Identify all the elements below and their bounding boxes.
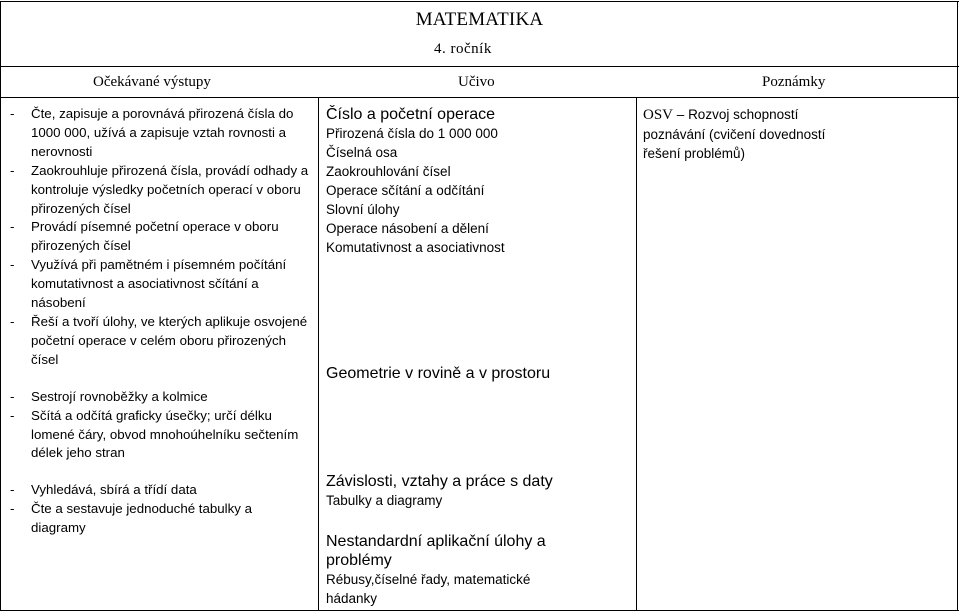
table-border-top <box>0 1 959 2</box>
notes-dash: – <box>676 107 685 122</box>
outputs-group-numbers <box>10 105 310 370</box>
header-curriculum: Učivo <box>458 74 495 90</box>
grade-label: 4. ročník <box>434 41 492 57</box>
table-border-mid <box>0 66 959 67</box>
list-item: - Vyhledává, sbírá a třídí data <box>10 482 197 498</box>
table-border-right <box>957 1 958 611</box>
curriculum-section-geometry <box>326 364 626 383</box>
list-item: Slovní úlohy <box>326 202 400 217</box>
list-item: Tabulky a diagramy <box>326 493 443 508</box>
list-item: - Zaokrouhluje přirozená čísla, provádí odhady a kontroluje výsledky početních operací v oboru přirozených čísel <box>10 162 309 216</box>
list-item: - Sčítá a odčítá graficky úsečky; určí délku lomené čáry, obvod mnohoúhelníku sečtením délek jeho stran <box>10 407 299 461</box>
list-item: Komutativnost a asociativnost <box>326 240 505 255</box>
outputs-group-data <box>10 481 310 538</box>
list-item: Číselná osa <box>326 145 398 160</box>
notes-text: Rozvoj schopností poznávání (cvičení dovedností řešení problémů) <box>643 107 826 161</box>
list-item: - Využívá při pamětném i písemném počítání komutativnost a asociativnost sčítání a násobení <box>10 257 287 311</box>
section-title: Číslo a početní operace <box>326 106 495 123</box>
list-item: - Čte, zapisuje a porovnává přirozená čísla do 1000 000, užívá a zapisuje vztah rovnosti a nerovnosti <box>10 106 294 159</box>
outputs-column <box>10 105 310 538</box>
section-title: Geometrie v rovině a v prostoru <box>326 365 551 382</box>
list-item: Rébusy,číselné řady, matematické hádanky <box>326 572 531 606</box>
table-border-header <box>0 97 959 98</box>
table-border-left <box>0 1 1 611</box>
section-title: Nestandardní aplikační úlohy a problémy <box>326 533 546 569</box>
notes-cell <box>643 105 863 163</box>
list-item: - Řeší a tvoří úlohy, ve kterých aplikuje osvojené početní operace v celém oboru přirozených čísel <box>10 313 308 367</box>
outputs-group-geometry <box>10 388 310 464</box>
header-outputs: Očekávané výstupy <box>93 74 211 90</box>
list-item: - Sestrojí rovnoběžky a kolmice <box>10 388 208 404</box>
curriculum-section-data <box>326 472 626 510</box>
list-item: Zaokrouhlování čísel <box>326 164 451 179</box>
list-item: - Provádí písemné početní operace v oboru přirozených čísel <box>10 219 279 254</box>
list-item: Operace násobení a dělení <box>326 221 489 236</box>
header-notes: Poznámky <box>762 74 826 90</box>
col-divider-1 <box>318 97 319 611</box>
col-divider-2 <box>636 97 637 611</box>
subject-title: MATEMATIKA <box>415 9 544 30</box>
curriculum-section-problems <box>326 532 596 608</box>
list-item: Přirozená čísla do 1 000 000 <box>326 126 498 141</box>
section-title: Závislosti, vztahy a práce s daty <box>326 473 553 490</box>
notes-abbr: OSV <box>643 107 674 123</box>
table-border-bottom <box>0 610 959 611</box>
curriculum-section-numbers <box>326 105 626 257</box>
list-item: - Čte a sestavuje jednoduché tabulky a diagramy <box>10 501 253 536</box>
list-item: Operace sčítání a odčítání <box>326 183 485 198</box>
